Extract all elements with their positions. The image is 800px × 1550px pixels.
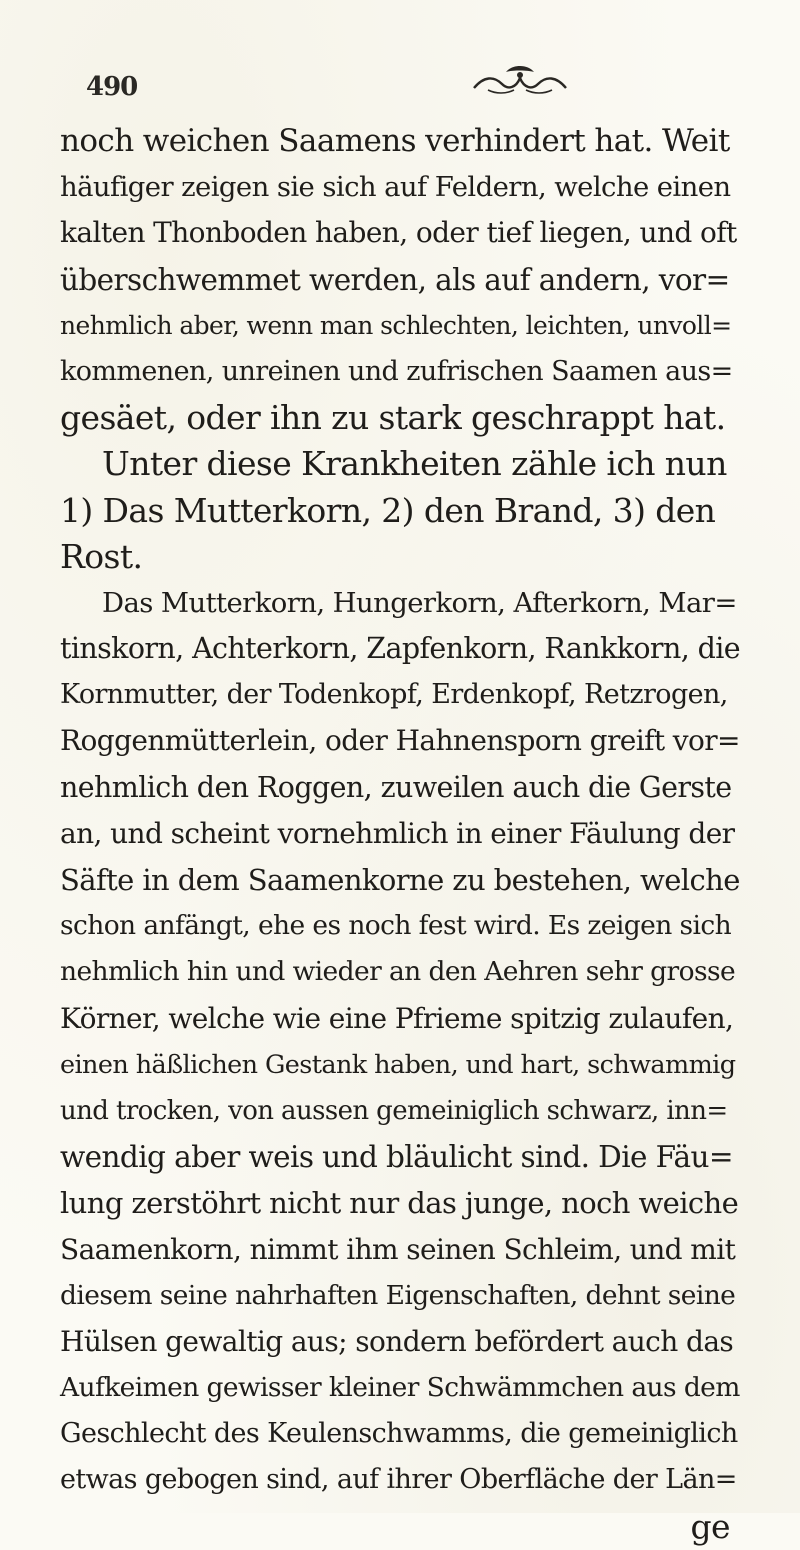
text-line: Hülsen gewaltig aus; sondern befördert auch das [60,1324,734,1358]
text-line: einen häßlichen Gestank haben, und hart, schwammig [60,1049,736,1080]
text-line: wendig aber weis und bläulicht sind. Die Fäu= [60,1140,734,1175]
text-line: Saamenkorn, nimmt ihm seinen Schleim, und mit [60,1232,736,1266]
text-line: 1) Das Mutterkorn, 2) den Brand, 3) den [60,490,716,530]
text-line: kommenen, unreinen und zufrischen Saamen aus= [60,355,733,387]
text-line: Unter diese Krankheiten zähle ich nun [102,444,727,484]
text-line: noch weichen Saamens verhindert hat. Weit [60,123,730,159]
text-line: Roggenmütterlein, oder Hahnensporn greift vor= [60,724,740,758]
text-line: lung zerstöhrt nicht nur das junge, noch weiche [60,1186,739,1221]
text-line: überschwemmet werden, als auf andern, vor= [60,262,730,297]
text-line: tinskorn, Achterkorn, Zapfenkorn, Rankkorn, die [60,632,741,666]
text-line: häufiger zeigen sie sich auf Feldern, welche einen [60,171,731,204]
printers-ornament-icon [470,62,570,96]
text-line: nehmlich den Roggen, zuweilen auch die Gerste [60,770,732,804]
page-number: 490 [86,72,138,102]
text-line: schon anfängt, ehe es noch fest wird. Es zeigen sich [60,910,732,942]
text-line: Rost. [60,536,143,576]
text-line: etwas gebogen sind, auf ihrer Oberfläche der Län= [60,1464,737,1496]
text-line: Körner, welche wie eine Pfrieme spitzig zulaufen, [60,1001,734,1035]
text-line: Säfte in dem Saamenkorne zu bestehen, welche [60,863,740,897]
text-line: gesäet, oder ihn zu stark geschrappt hat. [60,398,726,438]
text-line: kalten Thonboden haben, oder tief liegen, und oft [60,216,737,250]
text-line: an, und scheint vornehmlich in einer Fäulung der [60,816,735,850]
text-line: Kornmutter, der Todenkopf, Erdenkopf, Retzrogen, [60,679,728,711]
text-line: Geschlecht des Keulenschwamms, die gemeiniglich [60,1418,738,1450]
text-line: Das Mutterkorn, Hungerkorn, Afterkorn, Mar= [102,586,737,619]
text-line: Aufkeimen gewisser kleiner Schwämmchen aus dem [60,1372,740,1404]
catchword: ge [690,1506,730,1546]
text-line: und trocken, von aussen gemeiniglich schwarz, inn= [60,1095,728,1126]
text-line: diesem seine nahrhaften Eigenschaften, dehnt seine [60,1279,736,1311]
body-text [60,118,740,1550]
text-line: nehmlich hin und wieder an den Aehren sehr grosse [60,956,736,988]
text-line: nehmlich aber, wenn man schlechten, leichten, unvoll= [60,310,732,340]
